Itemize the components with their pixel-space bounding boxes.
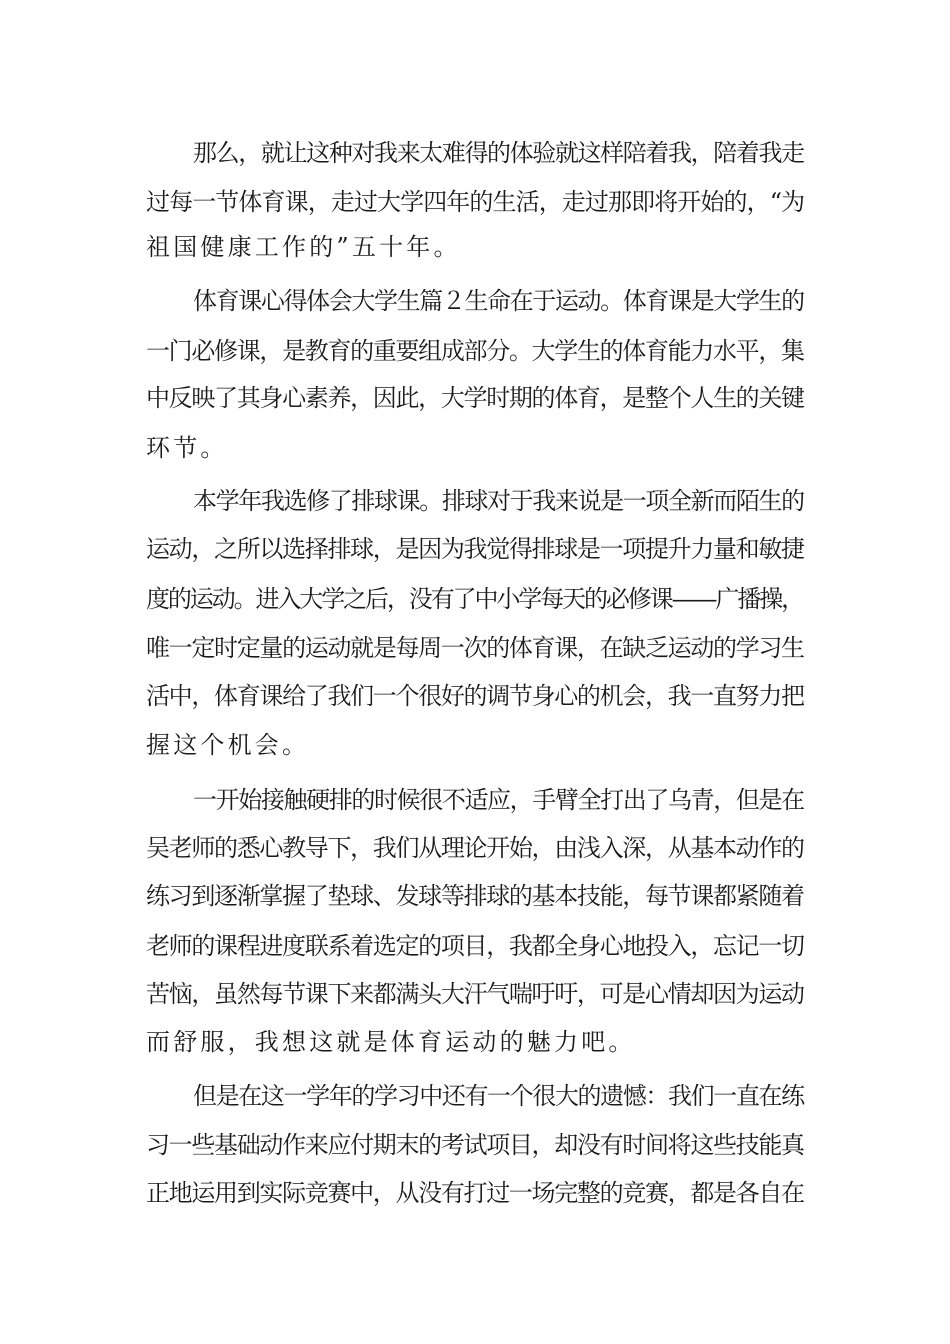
text-line: 练习到逐渐掌握了垫球、发球等排球的基本技能，每节课都紧随着 [146,882,804,910]
text-line: 握这个机会。 [146,731,310,759]
text-line: 一门必修课，是教育的重要组成部分。大学生的体育能力水平，集 [146,337,804,365]
text-line: 正地运用到实际竞赛中，从没有打过一场完整的竞赛，都是各自在 [146,1179,804,1207]
text-line: 一开始接触硬排的时候很不适应，手臂全打出了乌青，但是在 [193,786,804,814]
text-line: 老师的课程进度联系着选定的项目，我都全身心地投入，忘记一切 [146,932,804,960]
text-line: 体育课心得体会大学生篇２生命在于运动。体育课是大学生的 [193,287,804,315]
text-line: 活中，体育课给了我们一个很好的调节身心的机会，我一直努力把 [146,682,804,710]
text-line: 苦恼，虽然每节课下来都满头大汗气喘吁吁，可是心情却因为运动 [146,980,804,1008]
text-line: 中反映了其身心素养，因此，大学时期的体育，是整个人生的关键 [146,384,804,412]
text-line: 习一些基础动作来应付期末的考试项目，却没有时间将这些技能真 [146,1131,804,1159]
text-line: 运动，之所以选择排球，是因为我觉得排球是一项提升力量和敏捷 [146,535,804,563]
text-line: 祖国健康工作的”五十年。 [146,233,461,261]
text-line: 唯一定时定量的运动就是每周一次的体育课，在缺乏运动的学习生 [146,634,804,662]
text-line: 而舒服，我想这就是体育运动的魅力吧。 [146,1028,636,1056]
text-line: 本学年我选修了排球课。排球对于我来说是一项全新而陌生的 [193,487,804,515]
text-line: 吴老师的悉心教导下，我们从理论开始，由浅入深，从基本动作的 [146,834,804,862]
text-line: 度的运动。进入大学之后，没有了中小学每天的必修课——广播操， [146,585,803,613]
text-line: 环节。 [146,434,228,462]
text-line: 但是在这一学年的学习中还有一个很大的遗憾：我们一直在练 [193,1082,804,1110]
text-line: 过每一节体育课，走过大学四年的生活，走过那即将开始的，“为 [146,188,805,216]
text-line: 那么，就让这种对我来太难得的体验就这样陪着我，陪着我走 [193,139,804,167]
